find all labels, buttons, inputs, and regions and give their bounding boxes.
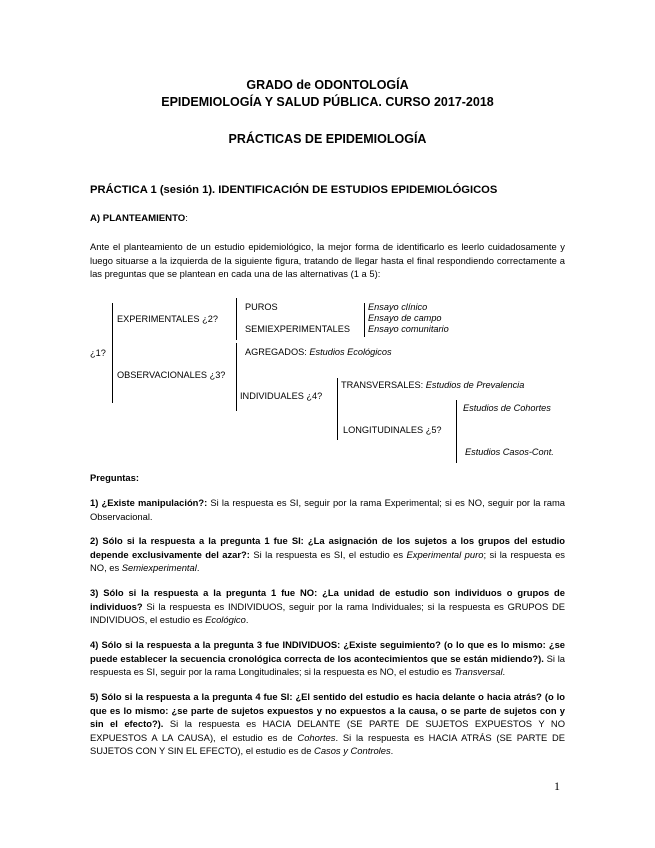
question-5-text-c: . bbox=[390, 745, 394, 757]
question-1-lead: 1) ¿Existe manipulación?: bbox=[90, 497, 208, 508]
question-5-lead: 5) Sólo si la respuesta a la pregunta 4 fue SI: ¿El sentido del estudio es hacia delante o hacia atrás? (o lo que es lo mismo: ¿se parte de sujetos expuestos y no expuestos a la causa, o se parte de sujetos con y sin el efecto?). bbox=[90, 691, 565, 730]
question-4 bbox=[90, 638, 565, 679]
diagram-individuales: INDIVIDUALES ¿4? bbox=[240, 391, 323, 401]
question-4-text-b: . bbox=[502, 666, 506, 678]
bracket-observacionales bbox=[236, 343, 237, 411]
question-3-term: Ecológico bbox=[205, 614, 246, 626]
diagram-transversales bbox=[341, 380, 524, 390]
question-3 bbox=[90, 586, 565, 627]
diagram-ensayo-comunitario: Ensayo comunitario bbox=[368, 324, 449, 334]
question-2-term-1: Experimental puro bbox=[406, 548, 484, 560]
question-5-term-2: Casos y Controles bbox=[314, 745, 391, 757]
diagram-longitudinales: LONGITUDINALES ¿5? bbox=[343, 425, 442, 435]
preguntas-title: Preguntas: bbox=[90, 472, 139, 483]
diagram-semiexperimentales: SEMIEXPERIMENTALES bbox=[245, 324, 351, 334]
diagram-q1: ¿1? bbox=[90, 348, 106, 358]
section-a-title: A) PLANTEAMIENTO bbox=[90, 213, 186, 224]
diagram-estudios-prevalencia: Estudios de Prevalencia bbox=[425, 380, 525, 390]
diagram-experimentales: EXPERIMENTALES ¿2? bbox=[117, 314, 218, 324]
diagram-ensayo-clinico: Ensayo clínico bbox=[368, 302, 428, 312]
question-2-text-a: Si la respuesta es SI, el estudio es bbox=[249, 548, 407, 560]
header-course: EPIDEMIOLOGÍA Y SALUD PÚBLICA. CURSO 2017-2018 bbox=[161, 95, 494, 109]
question-5-text-a: Si la respuesta es HACIA DELANTE (SE PARTE DE SUJETOS EXPUESTOS Y NO EXPUESTOS A LA CAUSA), el estudio es de bbox=[90, 718, 565, 743]
question-5 bbox=[90, 690, 565, 758]
section-a-intro: Ante el planteamiento de un estudio epidemiológico, la mejor forma de identificarlo es leerlo cuidadosamente y luego situarse a la izquierda de la siguiente figura, tratando de llegar hasta el final respondiendo correctamente a las preguntas que se plantean en cada una de las alternativas (1 a 5): bbox=[90, 241, 565, 280]
bracket-q1 bbox=[112, 303, 113, 403]
question-2 bbox=[90, 534, 565, 575]
section-a-colon: : bbox=[185, 213, 188, 224]
page-number: 1 bbox=[554, 779, 560, 793]
diagram-estudios-cohortes: Estudios de Cohortes bbox=[463, 403, 551, 413]
diagram-agregados bbox=[245, 347, 392, 357]
bracket-longitudinales bbox=[456, 400, 457, 463]
question-3-text-b: . bbox=[245, 614, 249, 626]
question-5-term-1: Cohortes bbox=[297, 731, 336, 743]
header-degree: GRADO de ODONTOLOGÍA bbox=[246, 78, 409, 92]
bracket-experimentales bbox=[236, 298, 237, 340]
question-2-term-2: Semiexperimental bbox=[121, 562, 197, 574]
diagram-ensayo-campo: Ensayo de campo bbox=[368, 313, 442, 323]
question-4-lead: 4) Sólo si la respuesta a la pregunta 3 fue INDIVIDUOS: ¿Existe seguimiento? (o lo que es lo mismo: ¿se puede establecer la secuencia cronológica correcta de los acontecimientos que se están midiendo?). bbox=[90, 639, 565, 664]
bracket-ensayos bbox=[364, 303, 365, 337]
section-a-heading bbox=[90, 213, 188, 224]
diagram-estudios-ecologicos: Estudios Ecológicos bbox=[309, 347, 392, 357]
diagram-agregados-label: AGREGADOS: bbox=[245, 347, 307, 357]
diagram-transversales-label: TRANSVERSALES: bbox=[341, 380, 424, 390]
question-4-term: Transversal bbox=[454, 666, 503, 678]
question-2-text-c: . bbox=[196, 562, 200, 574]
bracket-individuales bbox=[337, 378, 338, 440]
diagram-observacionales: OBSERVACIONALES ¿3? bbox=[117, 370, 226, 380]
question-5-text-b: . Si la respuesta es HACIA ATRÁS (SE PARTE DE SUJETOS CON Y SIN EL EFECTO), el estudio es de bbox=[90, 731, 565, 757]
practice-title: PRÁCTICA 1 (sesión 1). IDENTIFICACIÓN DE ESTUDIOS EPIDEMIOLÓGICOS bbox=[90, 184, 498, 196]
question-1 bbox=[90, 496, 565, 523]
question-1-text: Si la respuesta es SI, seguir por la rama Experimental; si es NO, seguir por la rama Observacional. bbox=[90, 497, 565, 522]
question-2-text-b: ; si la respuesta es NO, es bbox=[90, 548, 565, 574]
diagram-puros: PUROS bbox=[245, 302, 278, 312]
header-practices: PRÁCTICAS DE EPIDEMIOLOGÍA bbox=[228, 132, 427, 146]
diagram-estudios-casos: Estudios Casos-Cont. bbox=[465, 447, 554, 457]
question-3-lead: 3) Sólo si la respuesta a la pregunta 1 fue NO: ¿La unidad de estudio son individuos o grupos de individuos? bbox=[90, 587, 565, 612]
question-4-text-a: Si la respuesta es SI, seguir por la rama Longitudinales; si la respuesta es NO, el estudio es bbox=[90, 652, 566, 678]
question-3-text-a: Si la respuesta es INDIVIDUOS, seguir por la rama Individuales; si la respuesta es GRUPOS DE INDIVIDUOS, el estudio es bbox=[90, 600, 565, 626]
question-2-lead: 2) Sólo si la respuesta a la pregunta 1 fue SI: ¿La asignación de los sujetos a los grupos del estudio depende exclusivamente del azar?: bbox=[90, 535, 565, 560]
